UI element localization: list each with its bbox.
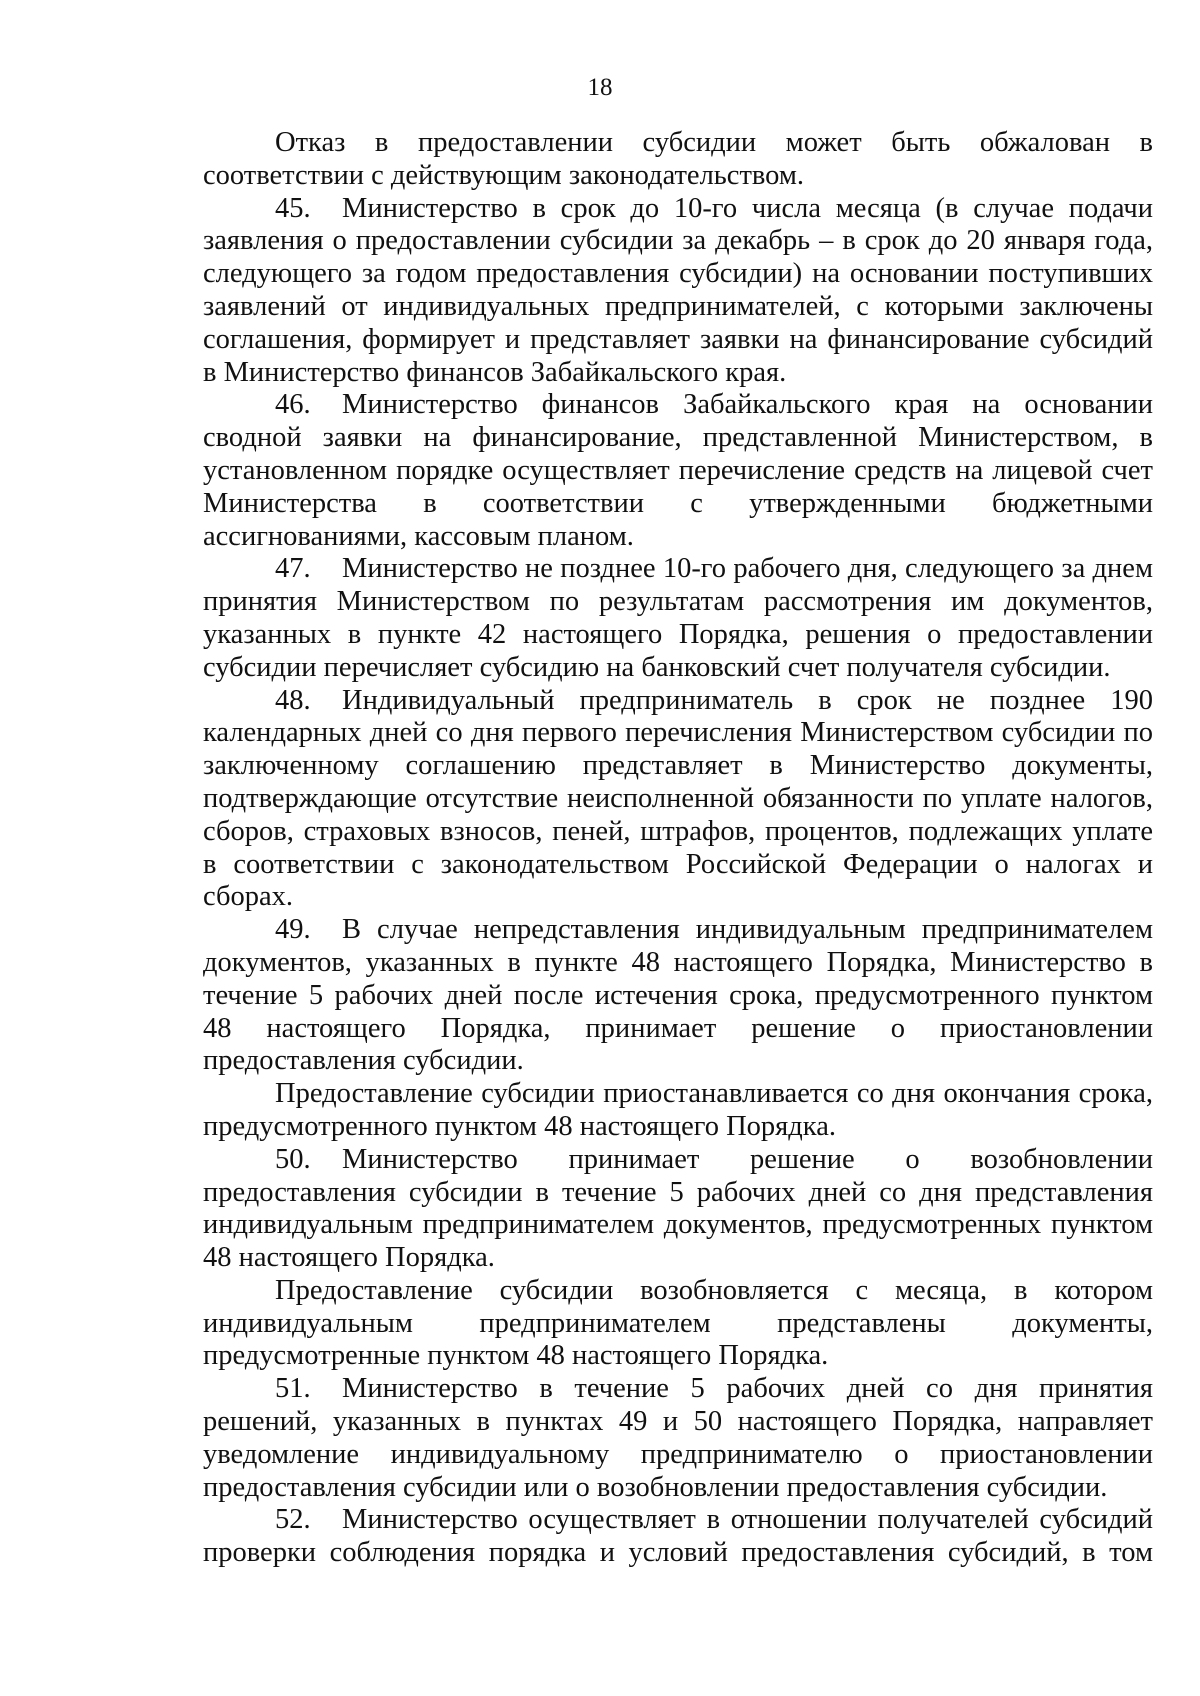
paragraph-text: Предоставление субсидии приостанавливается со дня окончания срока, предусмотренного пунктом 48 настоящего Порядка. [203,1078,1153,1142]
paragraph-number: 51. [275,1373,311,1405]
paragraph-text: Предоставление субсидии возобновляется с месяца, в котором индивидуальным предпринимателем представлены документы, предусмотренные пунктом 48 настоящего Порядка. [203,1274,1153,1372]
paragraph-text: Индивидуальный предприниматель в срок не позднее 190 календарных дней со дня первого перечисления Министерством субсидии по заключенному соглашению представляет в Министерство документы, подтверждающие отсутствие неисполненной обязанности по уплате налогов, сборов, страховых взносов, пеней, штрафов, процентов, подлежащих уплате в соответствии с законодательством Российской Федерации о налогах и сборах. [203,684,1153,913]
paragraph [203,127,1153,193]
paragraph-46 [203,389,1153,553]
paragraph-number: 50. [275,1143,311,1175]
paragraph [203,1078,1153,1144]
paragraph-52 [203,1504,1153,1570]
page-number: 18 [587,74,613,101]
paragraph-number: 52. [275,1504,311,1536]
paragraph-text: Министерство принимает решение о возобновлении предоставления субсидии в течение 5 рабочих дней со дня представления индивидуальным предпринимателем документов, предусмотренных пунктом 48 настоящего Порядка. [203,1143,1153,1274]
paragraph-50 [203,1144,1153,1275]
paragraph-text: Министерство финансов Забайкальского края на основании сводной заявки на финансирование, представленной Министерством, в установленном порядке осуществляет перечисление средств на лицевой счет Министерства в соответствии с утвержденными бюджетными ассигнованиями, кассовым планом. [203,389,1153,552]
paragraph-number: 47. [275,553,311,585]
paragraph-number: 45. [275,192,311,224]
paragraph-text: Министерство в течение 5 рабочих дней со дня принятия решений, указанных в пунктах 49 и 50 настоящего Порядка, направляет уведомление индивидуальному предпринимателю о приостановлении предоставления субсидии или о возобновлении предоставления субсидии. [203,1373,1153,1503]
paragraph-text: Министерство не позднее 10-го рабочего дня, следующего за днем принятия Министерством по результатам рассмотрения им документов, указанных в пункте 42 настоящего Порядка, решения о предоставлении субсидии перечисляет субсидию на банковский счет получателя субсидии. [203,553,1153,683]
paragraph-number: 46. [275,389,311,421]
paragraph-text: Министерство осуществляет в отношении получателей субсидий проверки соблюдения порядка и условий предоставления субсидий, в том [203,1504,1153,1569]
document-body [203,127,1153,1570]
paragraph-47 [203,553,1153,684]
paragraph-48 [203,685,1153,915]
paragraph-number: 49. [275,914,311,946]
paragraph-49 [203,914,1153,1078]
paragraph-51 [203,1373,1153,1504]
paragraph-text: Отказ в предоставлении субсидии может быть обжалован в соответствии с действующим законодательством. [203,127,1153,191]
paragraph [203,1275,1153,1373]
paragraph-text: В случае непредставления индивидуальным предпринимателем документов, указанных в пункте 48 настоящего Порядка, Министерство в течение 5 рабочих дней после истечения срока, предусмотренного пунктом 48 настоящего Порядка, принимает решение о приостановлении предоставления субсидии. [203,914,1153,1077]
paragraph-number: 48. [275,684,311,716]
paragraph-45 [203,193,1153,390]
paragraph-text: Министерство в срок до 10-го числа месяца (в случае подачи заявления о предоставлении субсидии за декабрь – в срок до 20 января года, следующего за годом предоставления субсидии) на основании поступивших заявлений от индивидуальных предпринимателей, с которыми заключены соглашения, формирует и представляет заявки на финансирование субсидий в Министерство финансов Забайкальского края. [203,192,1153,388]
